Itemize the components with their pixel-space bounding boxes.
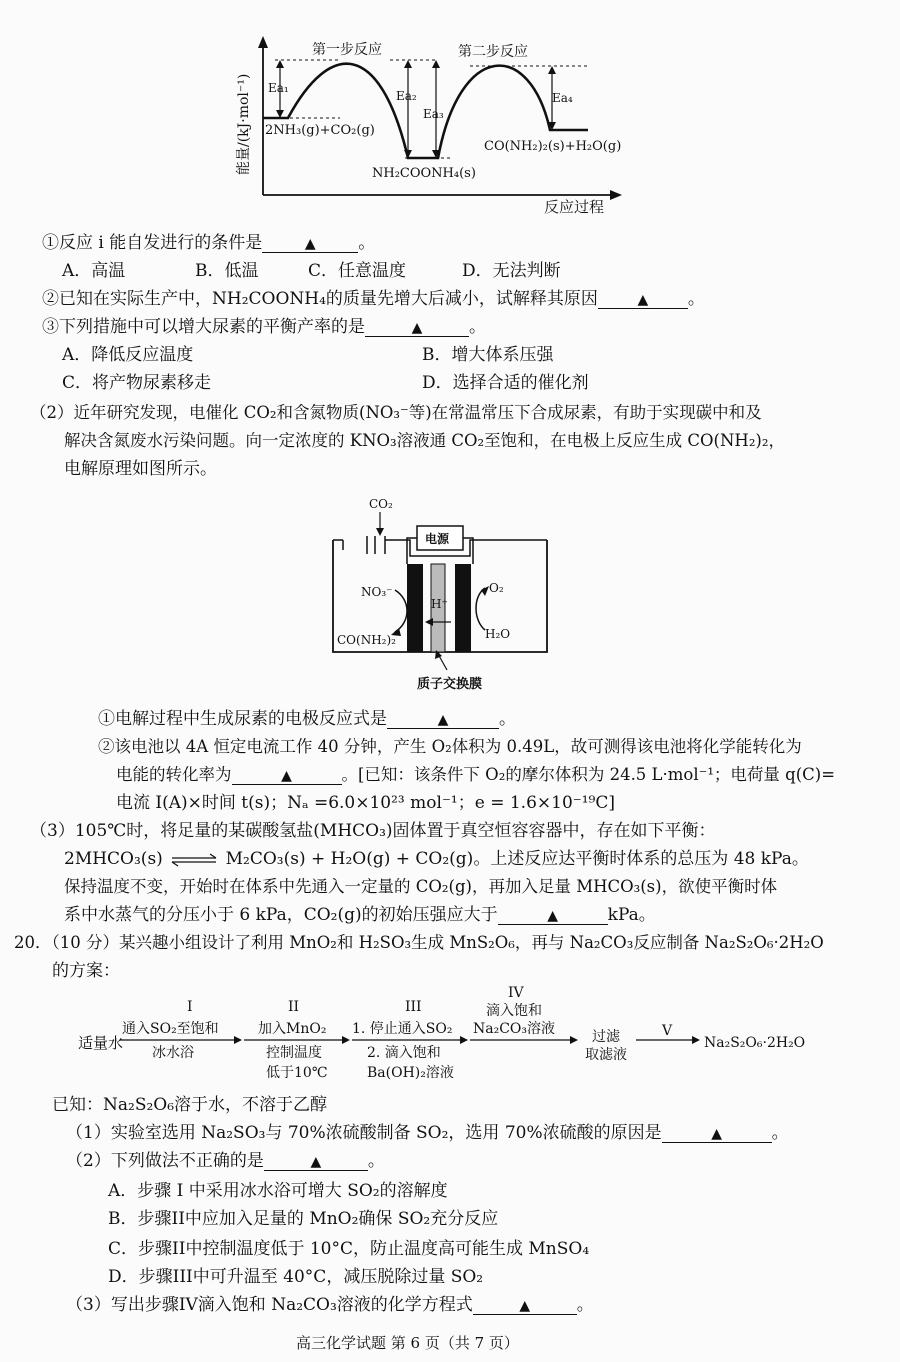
- answer-blank[interactable]: ▲: [262, 234, 358, 253]
- q20-line1: 20．（10 分）某兴趣小组设计了利用 MnO₂和 H₂SO₃生成 MnS₂O₆，再与 Na₂CO₃反应制备 Na₂S₂O₆·2H₂O: [14, 933, 824, 952]
- co2-label: CO₂: [369, 497, 393, 511]
- answer-blank[interactable]: ▲: [232, 766, 342, 785]
- step2-label: 第二步反应: [458, 44, 528, 60]
- answer-blank[interactable]: ▲: [387, 710, 499, 729]
- h2o-label: H₂O: [485, 627, 511, 641]
- page-footer: 高三化学试题 第 6 页（共 7 页）: [296, 1334, 519, 1352]
- product-label: CO(NH₂)₂(s)+H₂O(g): [484, 139, 622, 154]
- q2-sub1: ①电解过程中生成尿素的电极反应式是 ▲ 。: [98, 709, 516, 729]
- q2-line1: （2）近年研究发现，电催化 CO₂和含氮物质(NO₃⁻等)在常温常压下合成尿素，有助于实现碳中和及: [30, 403, 762, 422]
- no3-label: NO₃⁻: [361, 585, 393, 599]
- flow-start: 适量水: [78, 1034, 124, 1052]
- answer-blank[interactable]: ▲: [598, 290, 688, 309]
- q1-sub1-option-d[interactable]: D．无法判断: [462, 261, 561, 281]
- flow-arrows: [0, 980, 900, 1080]
- flow-step3-num: III: [405, 999, 422, 1015]
- h-plus-label: H⁺: [431, 597, 448, 611]
- anode: [455, 564, 471, 652]
- flow-step1-bottom: 冰水浴: [152, 1045, 194, 1061]
- flow-step5-num: V: [662, 1023, 673, 1039]
- flow-step4-num: IV: [508, 985, 524, 1001]
- flow-step2-bottom1: 控制温度: [266, 1045, 322, 1061]
- q1-sub3: ③下列措施中可以增大尿素的平衡产率的是 ▲ 。: [42, 317, 486, 337]
- answer-blank[interactable]: ▲: [662, 1124, 772, 1143]
- q20-line2: 的方案：: [52, 961, 120, 981]
- q20-sub2-option-b[interactable]: B．步骤II中应加入足量的 MnO₂确保 SO₂充分反应: [108, 1209, 499, 1229]
- q2-line3: 电解原理如图所示。: [64, 459, 217, 479]
- q1-sub3-option-d[interactable]: D．选择合适的催化剂: [422, 373, 589, 393]
- equilibrium-arrow-icon: [168, 853, 220, 867]
- flow-step2-num: II: [288, 999, 300, 1015]
- o2-label: O₂: [489, 581, 504, 595]
- q2-sub2-line1: ②该电池以 4A 恒定电流工作 40 分钟，产生 O₂体积为 0.49L，故可测得该电池将化学能转化为: [98, 737, 802, 756]
- answer-blank[interactable]: ▲: [365, 318, 469, 337]
- q3-line2: 2MHCO₃(s) M₂CO₃(s) + H₂O(g) + CO₂(g)。上述反应达平衡时体系的总压为 48 kPa。: [64, 849, 809, 869]
- q20-sub2: （2）下列做法不正确的是 ▲ 。: [66, 1151, 385, 1171]
- reactant-label: 2NH₃(g)+CO₂(g): [265, 123, 375, 138]
- q20-sub3: （3）写出步骤IV滴入饱和 Na₂CO₃溶液的化学方程式 ▲ 。: [66, 1295, 594, 1315]
- answer-blank[interactable]: ▲: [473, 1296, 577, 1315]
- q1-sub3-option-a[interactable]: A．降低反应温度: [62, 345, 194, 365]
- membrane-label: 质子交换膜: [417, 677, 483, 692]
- flow-step4-top1: 滴入饱和: [486, 1003, 542, 1019]
- x-axis-label: 反应过程: [544, 198, 605, 216]
- q3-line3: 保持温度不变，开始时在体系中先通入一定量的 CO₂(g)，再加入足量 MHCO₃(s)，欲使平衡时体: [64, 877, 778, 896]
- process-flow: [0, 980, 900, 1080]
- flow-step2-bottom2: 低于10℃: [266, 1065, 328, 1081]
- q2-sub2-line2: 电能的转化率为 ▲ 。[已知：该条件下 O₂的摩尔体积为 24.5 L·mol⁻¹；电荷量 q(C)=: [116, 765, 836, 784]
- q20-sub1: （1）实验室选用 Na₂SO₃与 70%浓硫酸制备 SO₂，选用 70%浓硫酸的原因是 ▲ 。: [66, 1123, 789, 1143]
- ea3-label: Ea₃: [423, 107, 444, 121]
- ea2-label: Ea₂: [396, 89, 417, 103]
- energy-diagram: [230, 30, 630, 220]
- flow-step2-top: 加入MnO₂: [258, 1021, 327, 1037]
- flow-step1-num: I: [187, 999, 193, 1015]
- q1-sub1-option-c[interactable]: C．任意温度: [308, 261, 407, 281]
- ea4-label: Ea₄: [552, 91, 573, 105]
- q2-sub2-line3: 电流 I(A)×时间 t(s)；Nₐ =6.0×10²³ mol⁻¹；e = 1.6×10⁻¹⁹C]: [116, 793, 616, 813]
- answer-blank[interactable]: ▲: [264, 1152, 368, 1171]
- ea1-label: Ea₁: [268, 81, 289, 95]
- q20-sub2-option-a[interactable]: A．步骤 I 中采用冰水浴可增大 SO₂的溶解度: [108, 1181, 448, 1201]
- flow-filter1: 过滤: [592, 1029, 620, 1045]
- flow-step3-bottom1: 2. 滴入饱和: [367, 1045, 441, 1061]
- q20-sub2-option-c[interactable]: C．步骤II中控制温度低于 10°C，防止温度高可能生成 MnSO₄: [108, 1239, 590, 1259]
- q1-sub1-option-b[interactable]: B．低温: [195, 261, 259, 281]
- q1-sub3-option-b[interactable]: B．增大体系压强: [422, 345, 554, 365]
- step1-label: 第一步反应: [312, 42, 382, 58]
- q3-line1: （3）105℃时，将足量的某碳酸氢盐(MHCO₃)固体置于真空恒容容器中，存在如下平衡：: [30, 821, 716, 841]
- q1-sub2: ②已知在实际生产中，NH₂COONH₄的质量先增大后减小，试解释其原因 ▲ 。: [42, 289, 705, 309]
- electrolysis-cell-diagram: [325, 492, 565, 697]
- q3-line4: 系中水蒸气的分压小于 6 kPa，CO₂(g)的初始压强应大于 ▲ kPa。: [64, 905, 656, 925]
- cathode: [407, 564, 423, 652]
- urea-label: CO(NH₂)₂: [337, 633, 396, 647]
- q1-sub3-option-c[interactable]: C．将产物尿素移走: [62, 373, 212, 393]
- flow-step1-top: 通入SO₂至饱和: [122, 1021, 219, 1037]
- answer-blank[interactable]: ▲: [498, 906, 608, 925]
- flow-step3-bottom2: Ba(OH)₂溶液: [367, 1065, 454, 1081]
- y-axis-label: 能量/(kJ·mol⁻¹): [236, 73, 252, 175]
- flow-end: Na₂S₂O₆·2H₂O: [704, 1035, 806, 1051]
- flow-step4-top2: Na₂CO₃溶液: [473, 1021, 556, 1037]
- flow-step3-top: 1. 停止通入SO₂: [352, 1021, 453, 1037]
- power-label: 电源: [425, 532, 450, 546]
- q2-line2: 解决含氮废水污染问题。向一定浓度的 KNO₃溶液通 CO₂至饱和，在电极上反应生成 CO(NH₂)₂，: [64, 431, 785, 450]
- q1-sub1-option-a[interactable]: A．高温: [62, 261, 126, 281]
- intermediate-label: NH₂COONH₄(s): [372, 166, 476, 181]
- q20-sub2-option-d[interactable]: D．步骤III中可升温至 40°C，减压脱除过量 SO₂: [108, 1267, 484, 1287]
- q20-known: 已知：Na₂S₂O₆溶于水，不溶于乙醇: [52, 1095, 328, 1115]
- flow-filter2: 取滤液: [585, 1047, 627, 1063]
- q1-sub1: ①反应 i 能自发进行的条件是 ▲ 。: [42, 233, 376, 253]
